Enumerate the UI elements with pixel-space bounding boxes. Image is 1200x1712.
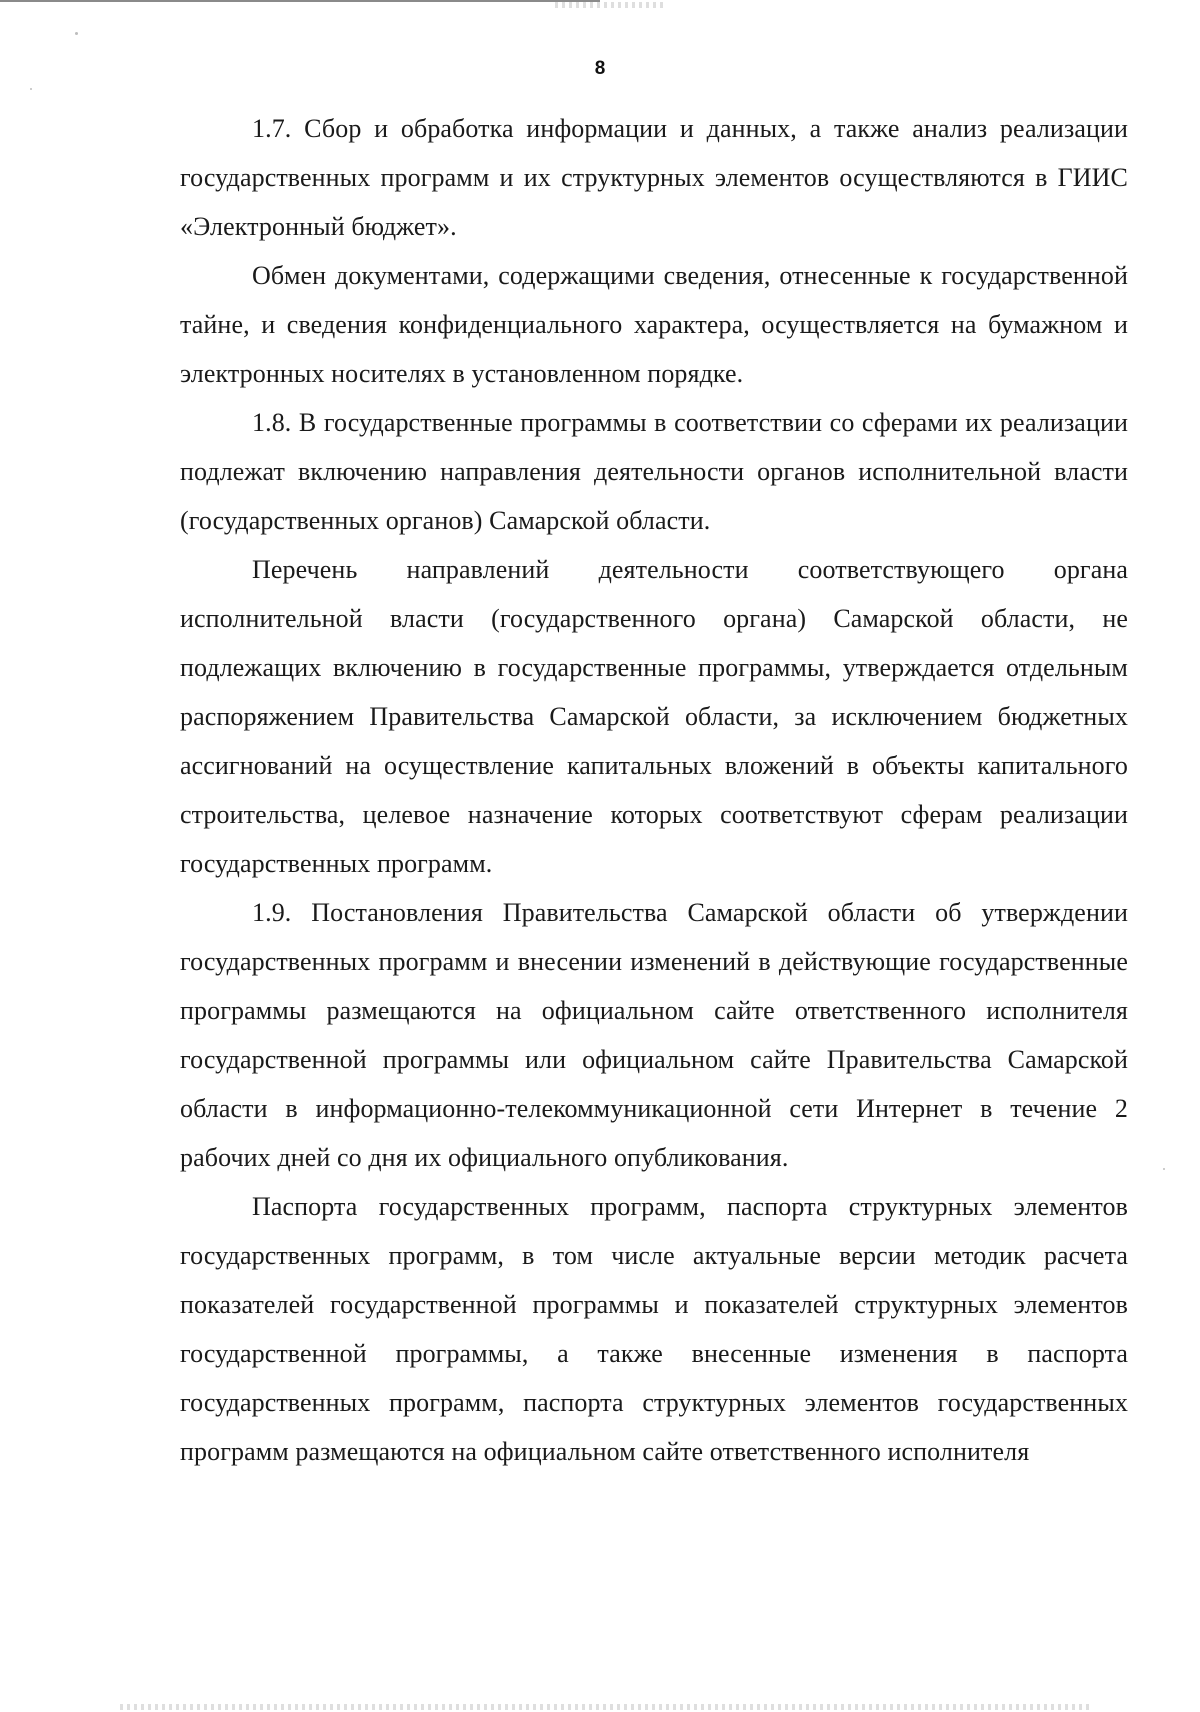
scan-edge-top bbox=[555, 2, 665, 8]
scan-speck bbox=[75, 32, 78, 35]
paragraph-1-7: 1.7. Сбор и обработка информации и данных, а также анализ реализации государственных программ и их структурных элементов осуществляются в ГИИС «Электронный бюджет». bbox=[180, 114, 1128, 241]
scan-speck bbox=[30, 88, 32, 90]
paragraph-passports: Паспорта государственных программ, паспорта структурных элементов государственных программ, в том числе актуальные версии методик расчета показателей государственной программы и показателей структурных элементов государственной программы, а также внесенные изменения в паспорта государственных программ, паспорта структурных элементов государственных программ размещаются на официальном сайте ответственного исполнителя bbox=[180, 1192, 1128, 1466]
paragraph-1-8: 1.8. В государственные программы в соответствии со сферами их реализации подлежат включению направления деятельности органов исполнительной власти (государственных органов) Самарской области. bbox=[180, 408, 1128, 535]
scan-top-rule bbox=[0, 0, 600, 2]
page-number: 8 bbox=[594, 58, 606, 79]
scan-edge-bottom bbox=[120, 1704, 1090, 1710]
paragraph-classified-exchange: Обмен документами, содержащими сведения, отнесенные к государственной тайне, и сведения конфиденциального характера, осуществляется на бумажном и электронных носителях в установленном порядке. bbox=[180, 261, 1128, 388]
paragraph-1-9: 1.9. Постановления Правительства Самарской области об утверждении государственных программ и внесении изменений в действующие государственные программы размещаются на официальном сайте ответственного исполнителя государственной программы или официальном сайте Правительства Самарской области в информационно-телекоммуникационной сети Интернет в течение 2 рабочих дней со дня их официального опубликования. bbox=[180, 898, 1128, 1172]
paragraph-excluded-directions: Перечень направлений деятельности соответствующего органа исполнительной власти (государственного органа) Самарской области, не подлежащих включению в государственные программы, утверждается отдельным распоряжением Правительства Самарской области, за исключением бюджетных ассигнований на осуществление капитальных вложений в объекты капитального строительства, целевое назначение которых соответствуют сферам реализации государственных программ. bbox=[180, 555, 1128, 878]
scan-speck bbox=[1163, 1168, 1165, 1170]
document-body bbox=[180, 104, 1128, 1476]
